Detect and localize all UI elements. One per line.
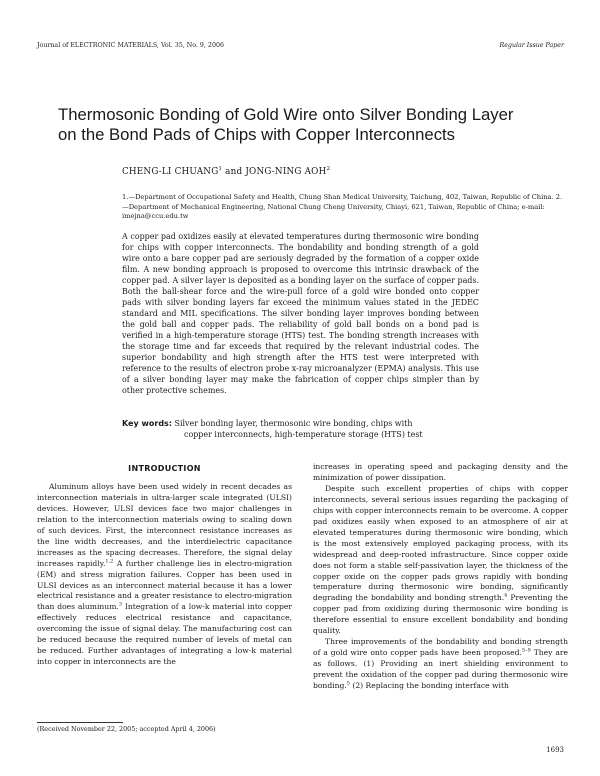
title-line-1: Thermosonic Bonding of Gold Wire onto Silver Bonding Layer <box>58 105 514 124</box>
citation-marker: 5–9 <box>521 647 531 654</box>
author-1: CHENG-LI CHUANG <box>122 167 219 177</box>
title-line-2: on the Bond Pads of Chips with Copper Interconnects <box>58 125 456 144</box>
citation-marker: 5 <box>346 680 350 687</box>
intro-paragraph-1: Aluminum alloys have been used widely in recent decades as interconnection materials in ultra-larger scale integrated (ULSI) devices. However, ULSI devices face two major challenges in relation to the interconnection materials owing to scaling down of such devices. First, the interconnect resistance increases as the line width decreases, and the interdielectric capacitance increases as the spacing decreases. Therefore, the signal delay increases rapidly.$^{1,2}$ A further challenge lies in electro-migration (EM) and stress migration failures. Copper has been used in ULSI devices as an interconnect material because it has a lower electrical resistance and a greater resistance to electro-migration than does aluminum.$^3$ Integration of a low-k material into copper effectively reduces electrical resistance and capacitance, overcoming the issue of signal delay. The manufacturing cost can be reduced because the required number of levels of metal can be reduced. Further advantages of integrating a low-k material into copper in interconnects are the <box>37 481 293 667</box>
keywords-line-2: copper interconnects, high-temperature storage (HTS) test <box>184 430 423 439</box>
right-column <box>313 462 568 692</box>
citation-marker: 1,2 <box>105 558 114 565</box>
author-conjunction: and <box>222 167 246 177</box>
author-list <box>122 167 330 177</box>
intro-paragraph-3: Three improvements of the bondability and bonding strength of a gold wire onto copper pads have been proposed.$^{5-9}$ They are as follows. (1) Providing an inert shielding environment to prevent the oxidation of the copper pad during thermosonic wire bonding.$^5$ (2) Replacing the bonding interface with <box>313 637 568 691</box>
keywords-label: Key words: <box>122 419 173 428</box>
intro-paragraph-1-cont: increases in operating speed and packaging density and the minimization of power dissipation. <box>313 462 568 482</box>
author-1-affil-mark: 1 <box>218 166 223 173</box>
page-number: 1693 <box>546 746 564 754</box>
keywords-line-1: Silver bonding layer, thermosonic wire bonding, chips with <box>172 419 413 428</box>
author-2-affil-mark: 2 <box>326 166 331 173</box>
affiliations: 1.—Department of Occupational Safety and Health, Chung Shan Medical University, Taichung, 402, Taiwan, Republic of China. 2.—Department of Mechanical Engineering, National Chung Cheng University, Chiayi, 621, Taiwan, Republic of China; e-mail: imejna@ccu.edu.tw <box>122 193 563 221</box>
paper-type-label: Regular Issue Paper <box>499 42 564 49</box>
intro-paragraph-2: Despite such excellent properties of chips with copper interconnects, several serious issues regarding the packaging of chips with copper interconnects remain to be overcome. A copper pad oxidizes easily when exposed to an atmosphere of air at elevated temperatures during thermosonic wire bonding, which is the most extensively employed packaging process, with its widespread and deep-rooted infrastructure. Since copper oxide does not form a stable self-passivation layer, the thickness of the copper oxide on the copper pads grows rapidly with bonding temperature during thermosonic wire bonding, significantly degrading the bondability and bonding strength.$^4$ Preventing the copper pad from oxidizing during thermosonic wire bonding is therefore essential to ensure excellent bondability and bonding quality. <box>313 483 569 636</box>
citation-marker: 3 <box>118 601 122 608</box>
journal-header: Journal of ELECTRONIC MATERIALS, Vol. 35, No. 9, 2006 <box>37 42 224 49</box>
keywords <box>122 418 482 440</box>
received-date-footnote: (Received November 22, 2005; accepted April 4, 2006) <box>37 725 216 733</box>
author-2: JONG-NING AOH <box>245 167 327 177</box>
citation-marker: 4 <box>504 592 508 599</box>
introduction-heading: INTRODUCTION <box>128 464 201 473</box>
abstract: A copper pad oxidizes easily at elevated temperatures during thermosonic wire bonding for chips with copper interconnects. The bondability and bonding strength of a gold wire onto a bare copper pad are seriously degraded by the formation of a copper oxide film. A new bonding approach is proposed to overcome this intrinsic drawback of the copper pad. A silver layer is deposited as a bonding layer on the surface of copper pads. Both the ball-shear force and the wire-pull force of a gold wire bonded onto copper pads with silver bonding layers far exceed the minimum values stated in the JEDEC standard and MIL specifications. The silver bonding layer improves bonding between the gold ball and copper pads. The reliability of gold ball bonds on a bond pad is verified in a high-temperature storage (HTS) test. The bonding strength increases with the storage time and far exceeds that required by the relevant industrial codes. The superior bondability and high strength after the HTS test were interpreted with reference to the results of electron probe x-ray microanalyzer (EPMA) analysis. This use of a silver bonding layer may make the fabrication of copper chips simpler than by other protective schemes. <box>122 232 479 395</box>
paper-title <box>58 105 538 145</box>
footnote-rule <box>37 722 123 723</box>
left-column <box>37 464 292 668</box>
